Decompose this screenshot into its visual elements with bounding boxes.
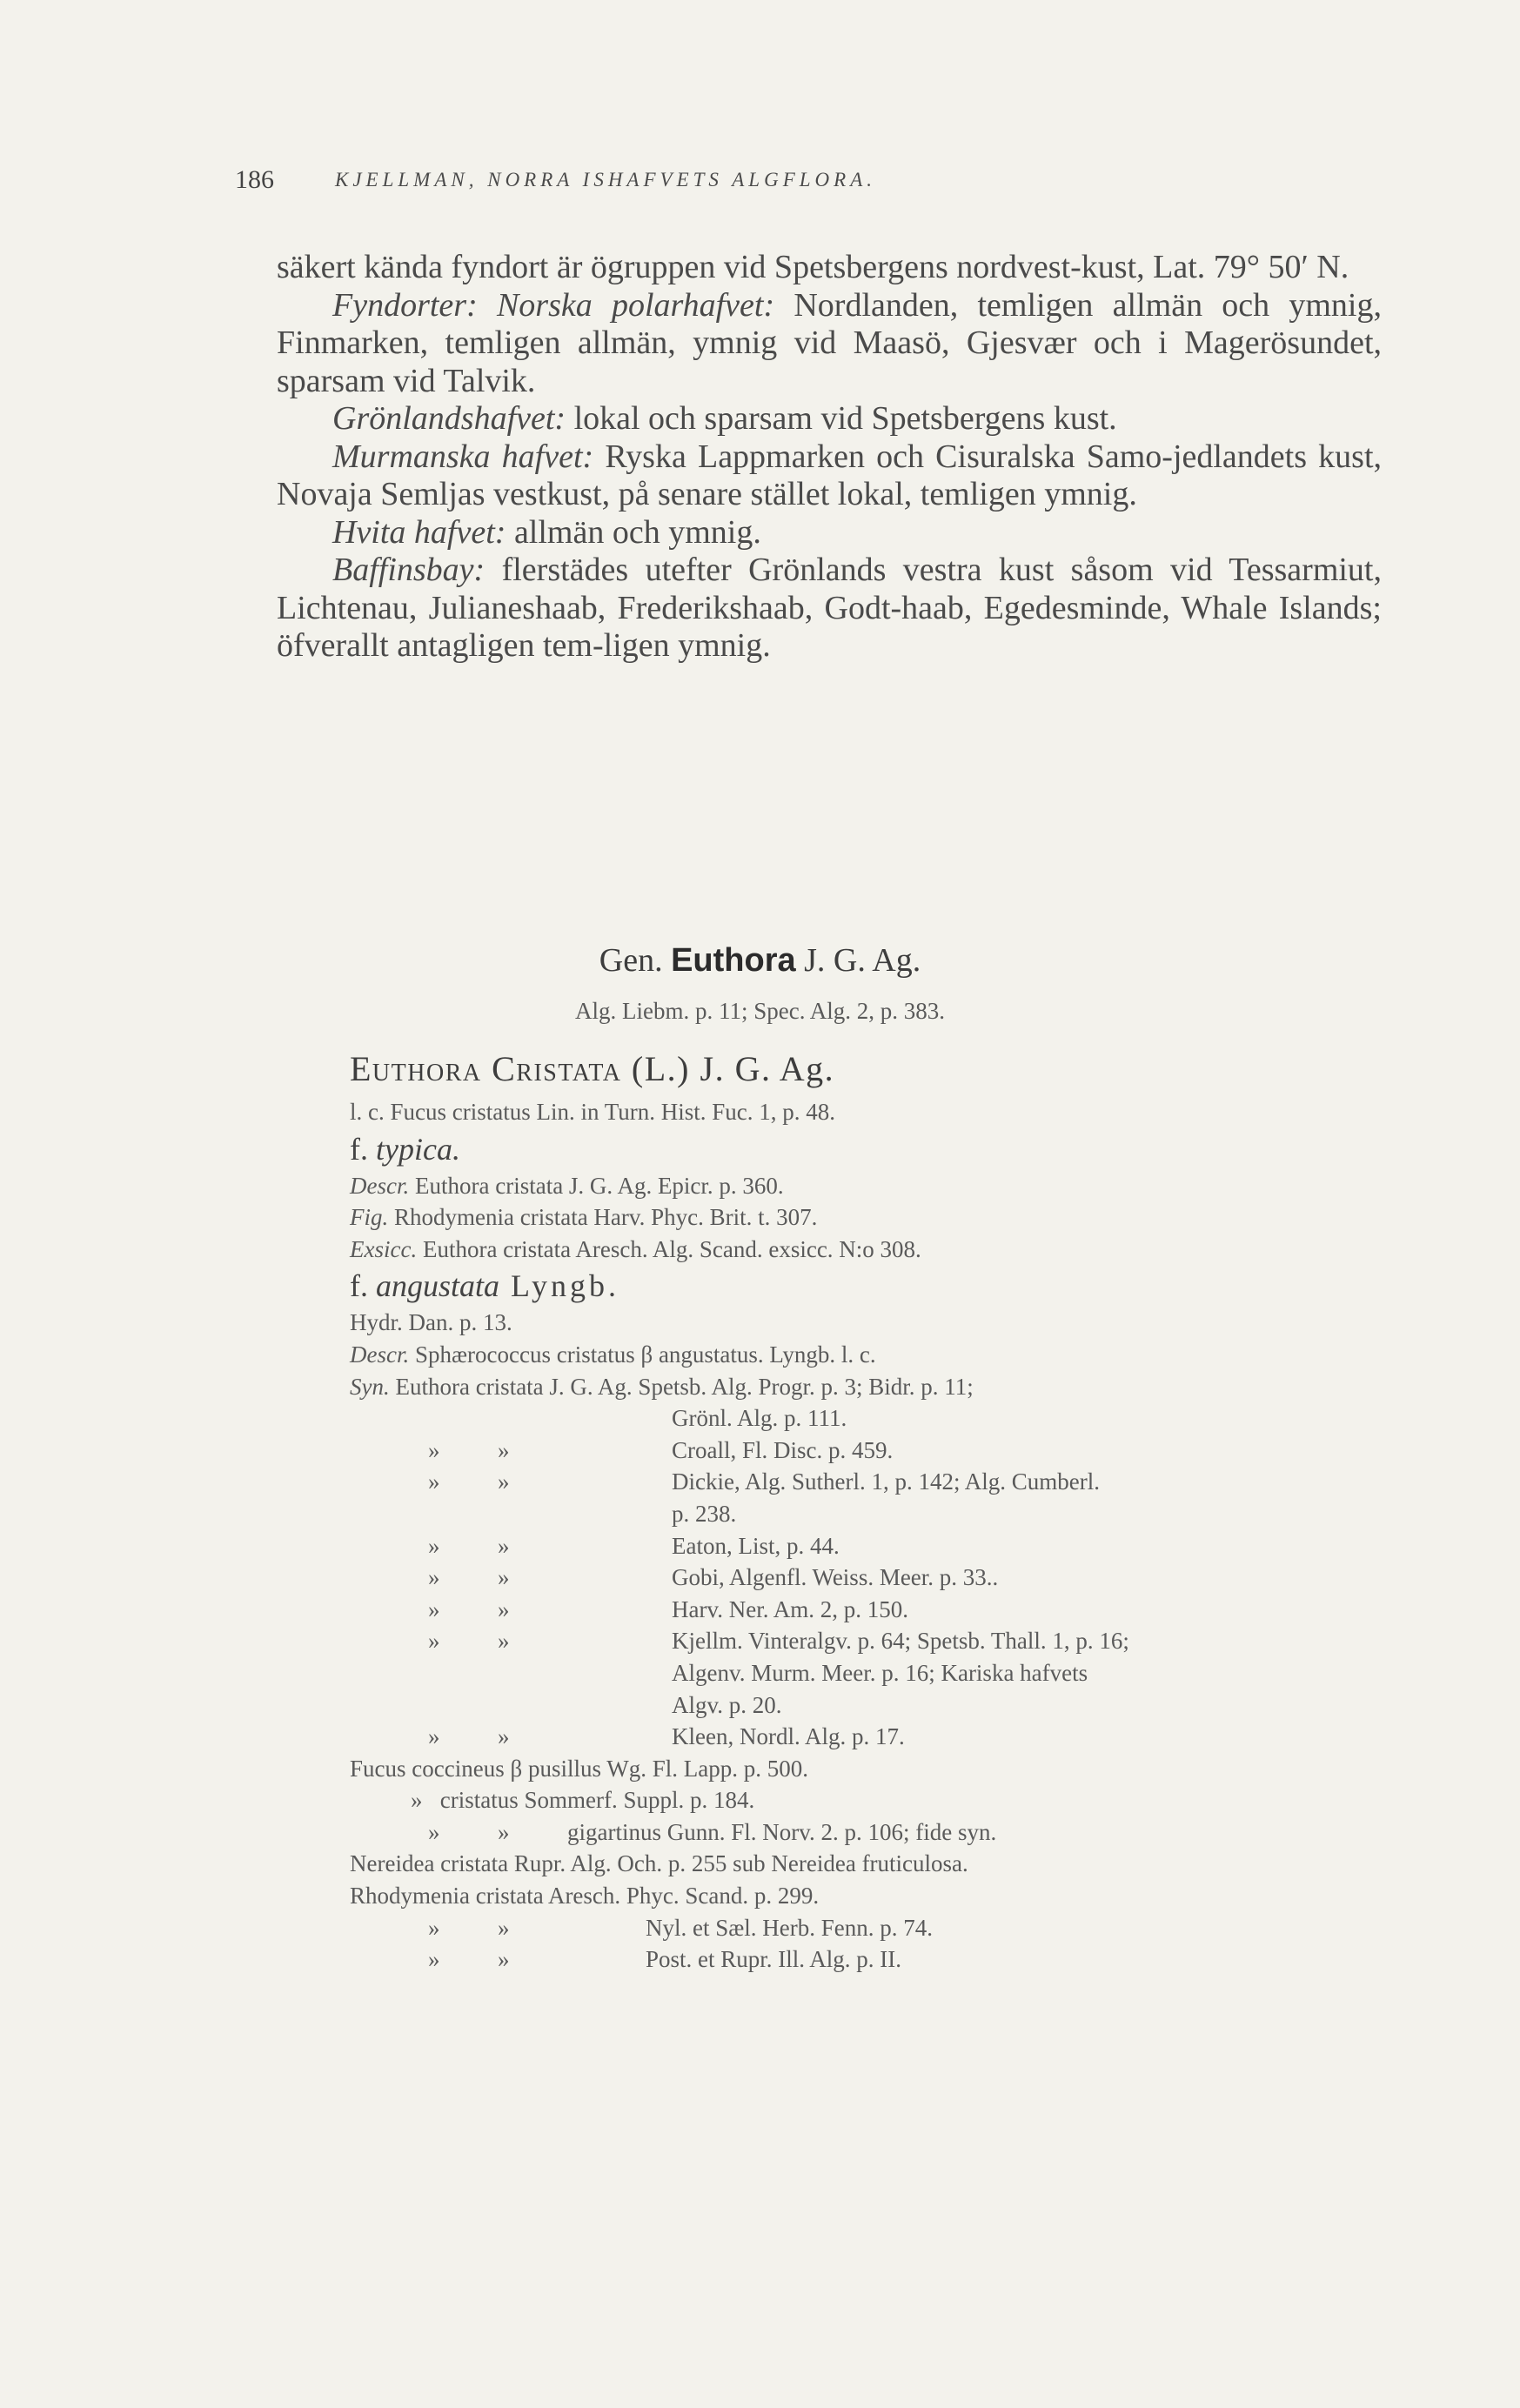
paragraph-hvita <box>277 514 1382 552</box>
genus-author: J. G. Ag. <box>795 942 921 979</box>
descr-label: Descr. <box>350 1341 410 1368</box>
syn-label: Syn. <box>350 1373 390 1400</box>
ditto-mark: » <box>428 1914 440 1941</box>
rhodymenia-line <box>350 1943 1385 1976</box>
fig-text: Rhodymenia cristata Harv. Phyc. Brit. t. 307. <box>394 1204 818 1231</box>
species-reference: l. c. Fucus cristatus Lin. in Turn. Hist. Fuc. 1, p. 48. <box>350 1099 836 1125</box>
ditto-mark: » <box>498 1946 510 1973</box>
synonym-text: Kleen, Nordl. Alg. p. 17. <box>672 1723 905 1750</box>
ditto-mark: » <box>498 1628 510 1655</box>
descr-line <box>350 1170 1385 1202</box>
ditto-mark: » <box>428 1818 440 1845</box>
genus-heading <box>0 941 1520 980</box>
region-label: Hvita hafvet: <box>332 513 506 551</box>
region-label: Murmanska hafvet: <box>332 438 594 475</box>
fucus-line: Fucus coccineus β pusillus Wg. Fl. Lapp. p. 500. <box>350 1755 808 1782</box>
descr-text: Sphærococcus cristatus β angustatus. Lyngb. l. c. <box>415 1341 876 1368</box>
synonym-text: Gobi, Algenfl. Weiss. Meer. p. 33.. <box>672 1564 999 1591</box>
synonym-continuation: Algenv. Murm. Meer. p. 16; Kariska hafvets <box>672 1659 1088 1686</box>
forma-angustata-heading <box>350 1265 1385 1307</box>
exsicc-line <box>350 1234 1385 1266</box>
ditto-mark: » <box>498 1595 510 1622</box>
forma-label: f. <box>350 1131 376 1167</box>
synonym-row <box>350 1625 1385 1657</box>
descr-label: Descr. <box>350 1172 410 1199</box>
synonym-text: Croall, Fl. Disc. p. 459. <box>672 1436 894 1463</box>
genus-prefix: Gen. <box>599 942 672 979</box>
genus-reference: Alg. Liebm. p. 11; Spec. Alg. 2, p. 383. <box>575 998 945 1024</box>
ditto-mark: » <box>428 1946 440 1973</box>
ditto-mark: » <box>428 1532 440 1559</box>
ditto-mark: » <box>428 1595 440 1622</box>
fucus-line <box>350 1784 1385 1816</box>
forma-reference: Hydr. Dan. p. 13. <box>350 1309 512 1336</box>
synonym-row <box>350 1562 1385 1594</box>
descr-text: Euthora cristata J. G. Ag. Epicr. p. 360. <box>415 1172 784 1199</box>
fig-line <box>350 1201 1385 1234</box>
page-number: 186 <box>235 165 274 194</box>
region-text: Nordlanden, temligen allmän och ymnig, Finmarken, temligen allmän, ymnig vid Maasö, Gjesvær och i Magerösundet, sparsam vid Talvik. <box>277 286 1382 399</box>
species-author: (L.) J. G. Ag. <box>621 1049 835 1088</box>
region-text: Ryska Lappmarken och Cisuralska Samo-jedlandets kust, Novaja Semljas vestkust, på senare stället lokal, temligen ymnig. <box>277 438 1382 512</box>
paragraph-murmanska <box>277 438 1382 514</box>
ditto-mark: » <box>411 1787 423 1814</box>
fig-label: Fig. <box>350 1204 389 1231</box>
ditto-mark: » <box>428 1723 440 1750</box>
rhodymenia-line: Rhodymenia cristata Aresch. Phyc. Scand. p. 299. <box>350 1883 820 1910</box>
paragraph-fyndorter <box>277 287 1382 401</box>
region-text: flerstädes utefter Grönlands vestra kust såsom vid Tessarmiut, Lichtenau, Julianeshaab, Frederikshaab, Godt-haab, Egedesminde, Whale Islands; öfverallt antagligen tem-ligen ymnig. <box>277 552 1382 664</box>
species-name: Euthora Cristata <box>350 1049 622 1088</box>
region-label: Fyndorter: Norska polarhafvet: <box>332 286 775 324</box>
synonym-row <box>350 1530 1385 1562</box>
synonym-list <box>350 1435 1385 1753</box>
rhodymenia-text: Nyl. et Sæl. Herb. Fenn. p. 74. <box>646 1914 933 1941</box>
species-heading <box>350 1048 834 1089</box>
ditto-mark: » <box>428 1628 440 1655</box>
synonym-row <box>350 1466 1385 1498</box>
synonym-row <box>350 1721 1385 1753</box>
ditto-mark: » <box>498 1564 510 1591</box>
rhodymenia-text: Post. et Rupr. Ill. Alg. p. II. <box>646 1946 902 1973</box>
body-text <box>277 249 1382 666</box>
nereidea-line: Nereidea cristata Rupr. Alg. Och. p. 255 sub Nereidea fruticulosa. <box>350 1850 968 1877</box>
forma-typica-heading <box>350 1128 1385 1170</box>
exsicc-label: Exsicc. <box>350 1235 418 1262</box>
ditto-mark: » <box>498 1818 510 1845</box>
ditto-mark: » <box>498 1468 510 1495</box>
ditto-mark: » <box>428 1436 440 1463</box>
synonym-row <box>350 1435 1385 1467</box>
running-title: KJELLMAN, NORRA ISHAFVETS ALGFLORA. <box>335 169 877 191</box>
synonym-text: Eaton, List, p. 44. <box>672 1532 840 1559</box>
ditto-mark: » <box>428 1468 440 1495</box>
exsicc-text: Euthora cristata Aresch. Alg. Scand. exsicc. N:o 308. <box>422 1235 921 1262</box>
running-head <box>235 165 1244 200</box>
syn-text: Euthora cristata J. G. Ag. Spetsb. Alg. Progr. p. 3; Bidr. p. 11; <box>395 1373 974 1400</box>
ditto-mark: » <box>498 1723 510 1750</box>
synonym-text: Harv. Ner. Am. 2, p. 150. <box>672 1595 908 1622</box>
ditto-mark: » <box>428 1564 440 1591</box>
syn-line <box>350 1371 1385 1403</box>
genus-name: Euthora <box>671 942 796 979</box>
ditto-mark: » <box>498 1914 510 1941</box>
paragraph-baffinsbay <box>277 552 1382 666</box>
region-label: Grönlandshafvet: <box>332 400 566 437</box>
descr-line <box>350 1339 1385 1371</box>
paragraph-1: säkert kända fyndort är ögruppen vid Spetsbergens nordvest-kust, Lat. 79° 50′ N. <box>277 249 1349 285</box>
paragraph-gronlandshafvet <box>277 400 1382 438</box>
region-label: Baffinsbay: <box>332 552 485 588</box>
synonym-text: Dickie, Alg. Sutherl. 1, p. 142; Alg. Cumberl. <box>672 1468 1100 1495</box>
forma-name: typica. <box>376 1131 460 1167</box>
synonym-row <box>350 1594 1385 1626</box>
forma-author: Lyngb. <box>499 1268 620 1304</box>
region-text: lokal och sparsam vid Spetsbergens kust. <box>566 400 1117 437</box>
synonym-continuation: Algv. p. 20. <box>672 1691 782 1718</box>
forma-label: f. <box>350 1268 376 1304</box>
fucus-text: cristatus Sommerf. Suppl. p. 184. <box>439 1787 755 1814</box>
forma-name: angustata <box>376 1268 500 1304</box>
syn-continuation: Grönl. Alg. p. 111. <box>672 1405 847 1432</box>
ditto-mark: » <box>498 1436 510 1463</box>
synonym-continuation: p. 238. <box>672 1500 737 1527</box>
synonym-text: Kjellm. Vinteralgv. p. 64; Spetsb. Thall. 1, p. 16; <box>672 1628 1129 1655</box>
reference-block <box>350 1096 1385 1976</box>
ditto-mark: » <box>498 1532 510 1559</box>
rhodymenia-line <box>350 1912 1385 1944</box>
fucus-text: gigartinus Gunn. Fl. Norv. 2. p. 106; fide syn. <box>567 1818 997 1845</box>
fucus-line <box>350 1816 1385 1849</box>
region-text: allmän och ymnig. <box>506 513 761 551</box>
